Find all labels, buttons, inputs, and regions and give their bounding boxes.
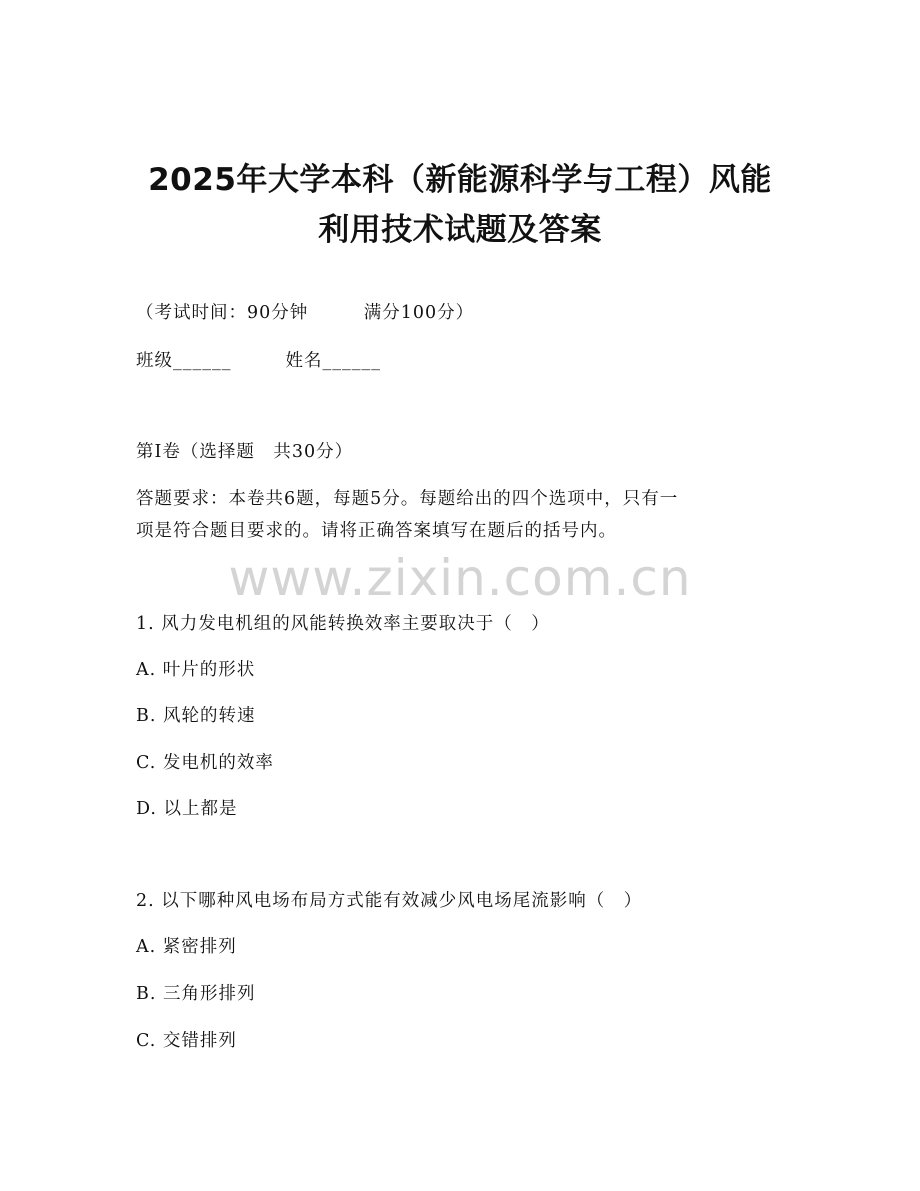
instructions-line-1: 答题要求：本卷共6题，每题5分。每题给出的四个选项中，只有一	[136, 489, 679, 509]
question-1-option-a: A. 叶片的形状	[136, 660, 256, 680]
question-1-option-c: C. 发电机的效率	[136, 753, 274, 773]
watermark: www.zixin.com.cn	[228, 549, 692, 607]
document-title-line-2: 利用技术试题及答案	[318, 212, 602, 248]
question-1-stem: 1. 风力发电机组的风能转换效率主要取决于（ ）	[136, 614, 550, 634]
question-2-stem: 2. 以下哪种风电场布局方式能有效减少风电场尾流影响（ ）	[136, 891, 643, 911]
name-field: 姓名______	[285, 351, 381, 371]
class-field: 班级______	[136, 351, 232, 371]
exam-info: （考试时间：90分钟 满分100分）	[136, 303, 475, 323]
question-2-option-c: C. 交错排列	[136, 1031, 237, 1051]
question-2-option-b: B. 三角形排列	[136, 984, 256, 1004]
question-2-option-a: A. 紧密排列	[136, 937, 237, 957]
section-heading: 第I卷（选择题 共30分）	[136, 442, 354, 462]
question-1-option-d: D. 以上都是	[136, 799, 238, 819]
question-1-option-b: B. 风轮的转速	[136, 706, 256, 726]
document-title-line-1: 2025年大学本科（新能源科学与工程）风能	[148, 162, 772, 198]
instructions-line-2: 项是符合题目要求的。请将正确答案填写在题后的括号内。	[136, 521, 617, 541]
student-info	[136, 348, 381, 374]
